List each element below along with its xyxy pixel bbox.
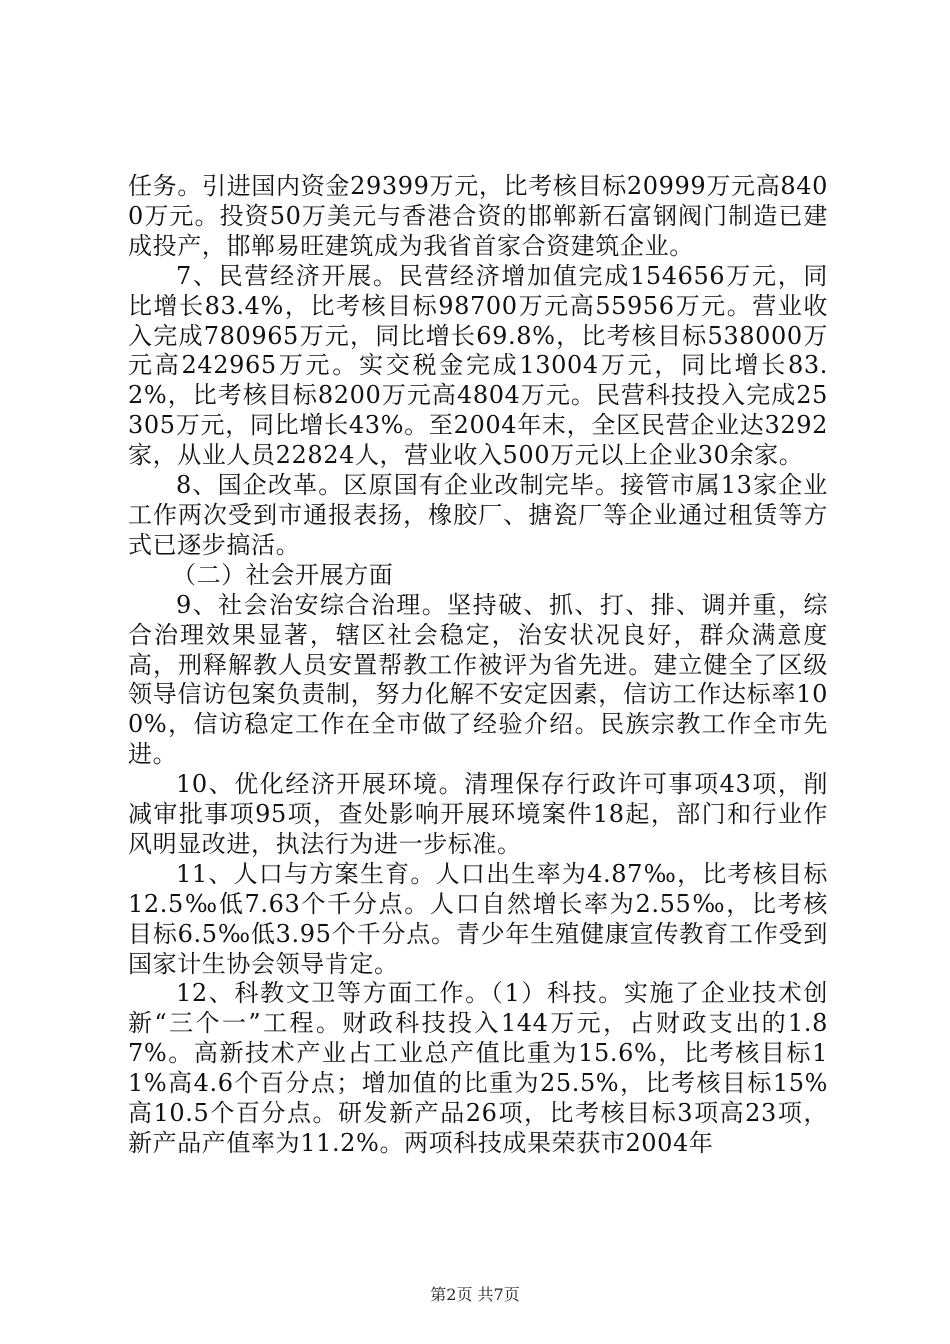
paragraph-business-environment: 10、优化经济开展环境。清理保存行政许可事项43项，削减审批事项95项，查处影响开展环境案件18起，部门和行业作风明显改进，执法行为进一步标准。	[128, 770, 828, 858]
body-text	[128, 172, 828, 1159]
page-footer: 第2页 共7页	[430, 1285, 520, 1304]
paragraph-foreign-investment-continued: 任务。引进国内资金29399万元，比考核目标20999万元高8400万元。投资50万美元与香港合资的邯郸新石富钢阀门制造已建成投产，邯郸易旺建筑成为我省首家合资建筑企业。	[128, 172, 828, 260]
section-heading-social-development: （二）社会开展方面	[172, 560, 394, 589]
paragraph-public-security: 9、社会治安综合治理。坚持破、抓、打、排、调并重，综合治理效果显著，辖区社会稳定，治安状况良好，群众满意度高，刑释解教人员安置帮教工作被评为省先进。建立健全了区级领导信访包案负责制，努力化解不安定因素，信访工作达标率100%，信访稳定工作在全市做了经验介绍。民族宗教工作全市先进。	[128, 590, 828, 769]
paragraph-family-planning: 11、人口与方案生育。人口出生率为4.87‰，比考核目标12.5‰低7.63个千分点。人口自然增长率为2.55‰，比考核目标6.5‰低3.95个千分点。青少年生殖健康宣传教育工作受到国家计生协会领导肯定。	[128, 859, 828, 978]
paragraph-science-education: 12、科教文卫等方面工作。（1）科技。实施了企业技术创新“三个一”工程。财政科技投入144万元，占财政支出的1.87%。高新技术产业占工业总产值比重为15.6%，比考核目标11%高4.6个百分点；增加值的比重为25.5%，比考核目标15%高10.5个百分点。研发新产品26项，比考核目标3项高23项，新产品产值率为11.2%。两项科技成果荣获市2004年	[128, 979, 828, 1157]
paragraph-soe-reform: 8、国企改革。区原国有企业改制完毕。接管市属13家企业工作两次受到市通报表扬，橡胶厂、搪瓷厂等企业通过租赁等方式已逐步搞活。	[128, 471, 828, 559]
paragraph-private-economy: 7、民营经济开展。民营经济增加值完成154656万元，同比增长83.4%，比考核目标98700万元高55956万元。营业收入完成780965万元，同比增长69.8%，比考核目标538000万元高242965万元。实交税金完成13004万元，同比增长83.2%，比考核目标8200万元高4804万元。民营科技投入完成25305万元，同比增长43%。至2004年末，全区民营企业达3292家，从业人员22824人，营业收入500万元以上企业30余家。	[128, 261, 828, 470]
